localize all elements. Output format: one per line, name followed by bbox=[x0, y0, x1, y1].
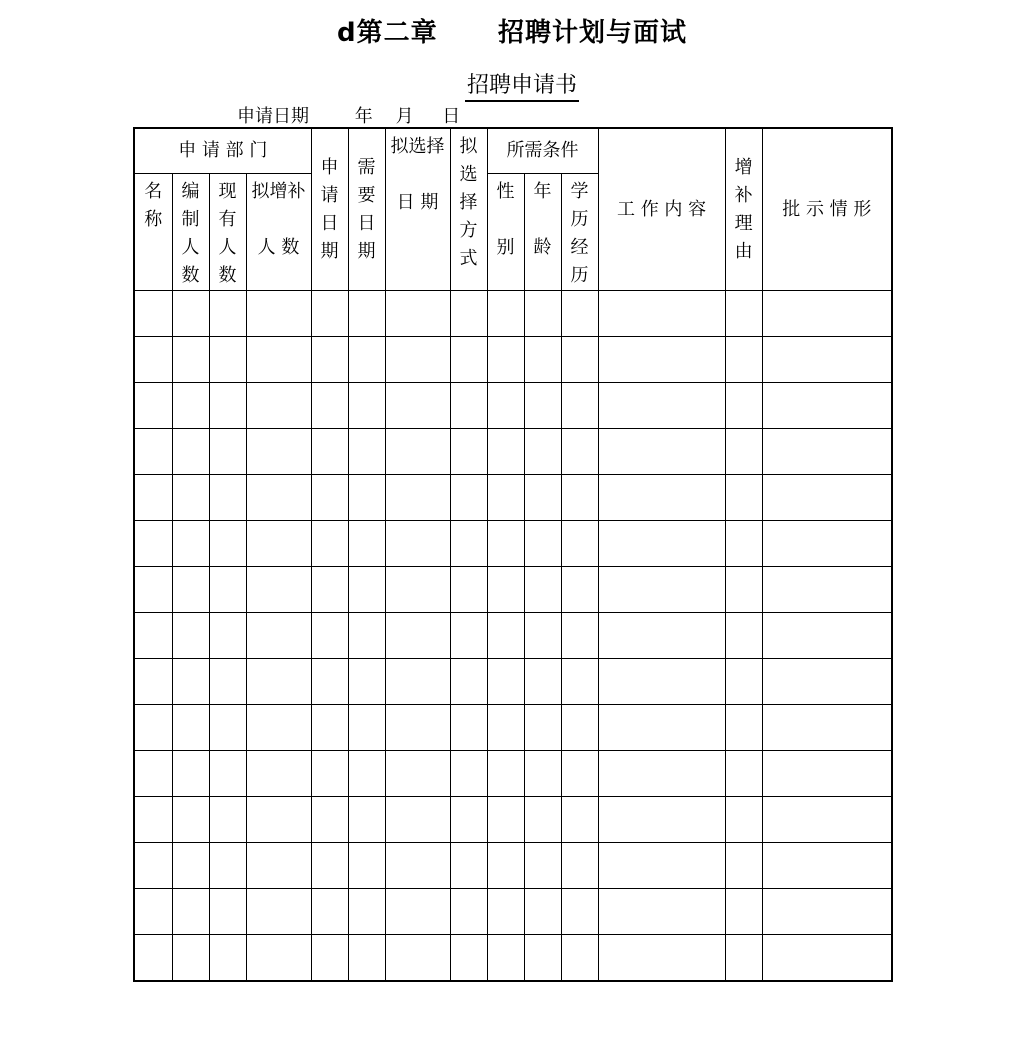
form-cell[interactable] bbox=[348, 935, 385, 982]
table-row bbox=[134, 291, 892, 337]
form-cell[interactable] bbox=[450, 475, 487, 521]
select-method-header: 拟选择方式 bbox=[450, 128, 487, 291]
form-cell[interactable] bbox=[311, 935, 348, 982]
form-cell[interactable] bbox=[762, 383, 892, 429]
name-header: 名称 bbox=[134, 174, 172, 291]
table-row bbox=[134, 429, 892, 475]
table-row bbox=[134, 337, 892, 383]
table-row bbox=[134, 567, 892, 613]
form-cell[interactable] bbox=[246, 659, 311, 705]
form-cell[interactable] bbox=[172, 751, 209, 797]
form-cell[interactable] bbox=[561, 567, 598, 613]
form-cell[interactable] bbox=[172, 613, 209, 659]
form-cell[interactable] bbox=[450, 337, 487, 383]
form-cell[interactable] bbox=[598, 659, 725, 705]
form-cell[interactable] bbox=[134, 383, 172, 429]
form-cell[interactable] bbox=[725, 613, 762, 659]
form-cell[interactable] bbox=[450, 889, 487, 935]
form-cell[interactable] bbox=[561, 705, 598, 751]
form-cell[interactable] bbox=[246, 705, 311, 751]
form-cell[interactable] bbox=[385, 383, 450, 429]
form-cell[interactable] bbox=[172, 935, 209, 982]
date-month-label: 月 bbox=[395, 106, 414, 127]
form-cell[interactable] bbox=[385, 521, 450, 567]
chapter-title: d第二章 招聘计划与面试 bbox=[337, 18, 687, 48]
form-cell[interactable] bbox=[385, 475, 450, 521]
form-cell[interactable] bbox=[725, 751, 762, 797]
form-cell[interactable] bbox=[487, 337, 524, 383]
select-date-header: 拟选择 日 期 bbox=[385, 128, 450, 291]
form-cell[interactable] bbox=[450, 843, 487, 889]
header-row-1 bbox=[134, 128, 892, 174]
form-cell[interactable] bbox=[487, 429, 524, 475]
form-cell[interactable] bbox=[246, 337, 311, 383]
form-cell[interactable] bbox=[561, 659, 598, 705]
form-cell[interactable] bbox=[762, 337, 892, 383]
approval-header: 批 示 情 形 bbox=[762, 128, 892, 291]
apply-date-header: 申请日期 bbox=[311, 128, 348, 291]
form-cell[interactable] bbox=[134, 659, 172, 705]
form-cell[interactable] bbox=[246, 935, 311, 982]
form-cell[interactable] bbox=[246, 291, 311, 337]
form-cell[interactable] bbox=[209, 429, 246, 475]
form-cell[interactable] bbox=[487, 659, 524, 705]
form-cell[interactable] bbox=[246, 613, 311, 659]
form-cell[interactable] bbox=[385, 797, 450, 843]
form-cell[interactable] bbox=[209, 889, 246, 935]
form-cell[interactable] bbox=[311, 659, 348, 705]
form-cell[interactable] bbox=[348, 429, 385, 475]
form-cell[interactable] bbox=[450, 659, 487, 705]
form-cell[interactable] bbox=[172, 337, 209, 383]
form-cell[interactable] bbox=[762, 751, 892, 797]
form-cell[interactable] bbox=[311, 383, 348, 429]
form-cell[interactable] bbox=[487, 889, 524, 935]
form-cell[interactable] bbox=[598, 935, 725, 982]
form-cell[interactable] bbox=[487, 521, 524, 567]
form-cell[interactable] bbox=[134, 843, 172, 889]
form-cell[interactable] bbox=[385, 889, 450, 935]
form-title-wrap bbox=[0, 68, 1024, 102]
form-cell[interactable] bbox=[311, 567, 348, 613]
form-cell[interactable] bbox=[172, 475, 209, 521]
form-cell[interactable] bbox=[134, 567, 172, 613]
form-cell[interactable] bbox=[725, 475, 762, 521]
form-cell[interactable] bbox=[209, 797, 246, 843]
current-header: 现有人数 bbox=[209, 174, 246, 291]
form-cell[interactable] bbox=[311, 613, 348, 659]
form-cell[interactable] bbox=[725, 291, 762, 337]
form-cell[interactable] bbox=[450, 705, 487, 751]
table-row bbox=[134, 705, 892, 751]
form-cell[interactable] bbox=[172, 383, 209, 429]
form-title: 招聘申请书 bbox=[465, 68, 579, 102]
application-date-label: 申请日期 bbox=[237, 106, 309, 127]
form-cell[interactable] bbox=[487, 705, 524, 751]
form-cell[interactable] bbox=[209, 935, 246, 982]
form-cell[interactable] bbox=[561, 889, 598, 935]
education-header: 学历经历 bbox=[561, 174, 598, 291]
form-cell[interactable] bbox=[348, 659, 385, 705]
form-cell[interactable] bbox=[762, 659, 892, 705]
table-row bbox=[134, 475, 892, 521]
form-cell[interactable] bbox=[385, 429, 450, 475]
form-cell[interactable] bbox=[561, 429, 598, 475]
form-cell[interactable] bbox=[209, 705, 246, 751]
form-cell[interactable] bbox=[348, 843, 385, 889]
form-cell[interactable] bbox=[524, 797, 561, 843]
form-cell[interactable] bbox=[172, 705, 209, 751]
form-cell[interactable] bbox=[561, 797, 598, 843]
form-cell[interactable] bbox=[598, 429, 725, 475]
form-cell[interactable] bbox=[762, 705, 892, 751]
form-cell[interactable] bbox=[561, 521, 598, 567]
form-cell[interactable] bbox=[209, 521, 246, 567]
form-cell[interactable] bbox=[450, 751, 487, 797]
form-cell[interactable] bbox=[209, 751, 246, 797]
form-cell[interactable] bbox=[385, 291, 450, 337]
form-cell[interactable] bbox=[487, 291, 524, 337]
recruitment-application-table bbox=[133, 127, 893, 982]
form-cell[interactable] bbox=[209, 383, 246, 429]
table-row bbox=[134, 613, 892, 659]
form-cell[interactable] bbox=[311, 521, 348, 567]
date-year-label: 年 bbox=[354, 106, 373, 127]
form-cell[interactable] bbox=[348, 797, 385, 843]
form-cell[interactable] bbox=[348, 475, 385, 521]
form-cell[interactable] bbox=[524, 659, 561, 705]
form-cell[interactable] bbox=[524, 843, 561, 889]
form-cell[interactable] bbox=[172, 291, 209, 337]
table-row bbox=[134, 889, 892, 935]
form-cell[interactable] bbox=[134, 337, 172, 383]
form-cell[interactable] bbox=[348, 889, 385, 935]
form-cell[interactable] bbox=[348, 751, 385, 797]
form-cell[interactable] bbox=[487, 935, 524, 982]
dept-group-header: 申 请 部 门 bbox=[134, 128, 311, 174]
form-cell[interactable] bbox=[598, 751, 725, 797]
form-cell[interactable] bbox=[762, 567, 892, 613]
table-row bbox=[134, 751, 892, 797]
form-cell[interactable] bbox=[725, 429, 762, 475]
form-cell[interactable] bbox=[209, 475, 246, 521]
form-cell[interactable] bbox=[311, 705, 348, 751]
form-cell[interactable] bbox=[134, 521, 172, 567]
form-cell[interactable] bbox=[487, 751, 524, 797]
form-cell[interactable] bbox=[487, 797, 524, 843]
form-cell[interactable] bbox=[450, 521, 487, 567]
table-row bbox=[134, 383, 892, 429]
form-cell[interactable] bbox=[209, 567, 246, 613]
form-cell[interactable] bbox=[598, 843, 725, 889]
form-cell[interactable] bbox=[311, 889, 348, 935]
form-cell[interactable] bbox=[134, 291, 172, 337]
form-cell[interactable] bbox=[762, 797, 892, 843]
form-cell[interactable] bbox=[561, 291, 598, 337]
form-cell[interactable] bbox=[524, 613, 561, 659]
form-cell[interactable] bbox=[598, 797, 725, 843]
form-cell[interactable] bbox=[134, 475, 172, 521]
table-row bbox=[134, 843, 892, 889]
form-cell[interactable] bbox=[524, 935, 561, 982]
form-cell[interactable] bbox=[487, 613, 524, 659]
form-cell[interactable] bbox=[762, 935, 892, 982]
form-cell[interactable] bbox=[246, 797, 311, 843]
form-cell[interactable] bbox=[725, 383, 762, 429]
form-cell[interactable] bbox=[524, 429, 561, 475]
form-cell[interactable] bbox=[209, 291, 246, 337]
form-cell[interactable] bbox=[134, 613, 172, 659]
form-cell[interactable] bbox=[450, 797, 487, 843]
form-cell[interactable] bbox=[246, 567, 311, 613]
form-cell[interactable] bbox=[348, 383, 385, 429]
form-cell[interactable] bbox=[246, 843, 311, 889]
form-cell[interactable] bbox=[385, 751, 450, 797]
form-cell[interactable] bbox=[561, 613, 598, 659]
form-cell[interactable] bbox=[725, 705, 762, 751]
form-cell[interactable] bbox=[598, 889, 725, 935]
form-cell[interactable] bbox=[385, 843, 450, 889]
form-cell[interactable] bbox=[561, 935, 598, 982]
form-cell[interactable] bbox=[246, 521, 311, 567]
form-cell[interactable] bbox=[385, 613, 450, 659]
form-cell[interactable] bbox=[246, 889, 311, 935]
form-cell[interactable] bbox=[561, 843, 598, 889]
form-cell[interactable] bbox=[209, 613, 246, 659]
form-cell[interactable] bbox=[172, 843, 209, 889]
form-cell[interactable] bbox=[311, 751, 348, 797]
form-cell[interactable] bbox=[524, 383, 561, 429]
form-cell[interactable] bbox=[762, 889, 892, 935]
form-cell[interactable] bbox=[598, 383, 725, 429]
form-cell[interactable] bbox=[762, 521, 892, 567]
form-cell[interactable] bbox=[524, 291, 561, 337]
form-cell[interactable] bbox=[311, 429, 348, 475]
form-cell[interactable] bbox=[134, 429, 172, 475]
form-cell[interactable] bbox=[209, 337, 246, 383]
form-cell[interactable] bbox=[762, 843, 892, 889]
plan-add-header: 拟增补 人 数 bbox=[246, 174, 311, 291]
form-cell[interactable] bbox=[348, 521, 385, 567]
form-cell[interactable] bbox=[134, 935, 172, 982]
application-date-line bbox=[237, 102, 460, 128]
form-cell[interactable] bbox=[311, 475, 348, 521]
form-cell[interactable] bbox=[450, 291, 487, 337]
form-cell[interactable] bbox=[385, 567, 450, 613]
form-cell[interactable] bbox=[725, 935, 762, 982]
table-row bbox=[134, 659, 892, 705]
job-content-header: 工 作 内 容 bbox=[598, 128, 725, 291]
form-cell[interactable] bbox=[246, 751, 311, 797]
form-cell[interactable] bbox=[311, 291, 348, 337]
form-cell[interactable] bbox=[598, 705, 725, 751]
form-cell[interactable] bbox=[348, 337, 385, 383]
form-cell[interactable] bbox=[311, 797, 348, 843]
form-cell[interactable] bbox=[524, 705, 561, 751]
form-cell[interactable] bbox=[598, 475, 725, 521]
form-cell[interactable] bbox=[561, 337, 598, 383]
form-cell[interactable] bbox=[134, 889, 172, 935]
form-cell[interactable] bbox=[134, 705, 172, 751]
form-cell[interactable] bbox=[725, 659, 762, 705]
form-cell[interactable] bbox=[246, 475, 311, 521]
form-cell[interactable] bbox=[172, 567, 209, 613]
form-cell[interactable] bbox=[561, 751, 598, 797]
form-cell[interactable] bbox=[598, 613, 725, 659]
form-cell[interactable] bbox=[762, 475, 892, 521]
form-cell[interactable] bbox=[450, 613, 487, 659]
form-cell[interactable] bbox=[598, 567, 725, 613]
form-cell[interactable] bbox=[450, 567, 487, 613]
form-cell[interactable] bbox=[487, 475, 524, 521]
form-cell[interactable] bbox=[762, 613, 892, 659]
form-cell[interactable] bbox=[524, 567, 561, 613]
form-cell[interactable] bbox=[172, 659, 209, 705]
reason-header: 增补理由 bbox=[725, 128, 762, 291]
form-cell[interactable] bbox=[524, 337, 561, 383]
form-cell[interactable] bbox=[725, 567, 762, 613]
form-cell[interactable] bbox=[450, 429, 487, 475]
form-cell[interactable] bbox=[725, 521, 762, 567]
form-cell[interactable] bbox=[598, 337, 725, 383]
form-cell[interactable] bbox=[348, 567, 385, 613]
form-cell[interactable] bbox=[487, 843, 524, 889]
table-row bbox=[134, 797, 892, 843]
form-cell[interactable] bbox=[725, 337, 762, 383]
form-cell[interactable] bbox=[487, 567, 524, 613]
form-cell[interactable] bbox=[209, 659, 246, 705]
form-cell[interactable] bbox=[311, 843, 348, 889]
form-cell[interactable] bbox=[561, 383, 598, 429]
form-cell[interactable] bbox=[385, 935, 450, 982]
form-cell[interactable] bbox=[598, 291, 725, 337]
date-day-label: 日 bbox=[442, 106, 461, 127]
form-cell[interactable] bbox=[348, 705, 385, 751]
form-cell[interactable] bbox=[385, 705, 450, 751]
form-cell[interactable] bbox=[172, 797, 209, 843]
form-cell[interactable] bbox=[246, 383, 311, 429]
form-cell[interactable] bbox=[134, 797, 172, 843]
form-cell[interactable] bbox=[209, 843, 246, 889]
form-cell[interactable] bbox=[246, 429, 311, 475]
form-cell[interactable] bbox=[598, 521, 725, 567]
gender-header: 性 别 bbox=[487, 174, 524, 291]
need-date-header: 需要日期 bbox=[348, 128, 385, 291]
form-cell[interactable] bbox=[172, 429, 209, 475]
form-cell[interactable] bbox=[725, 843, 762, 889]
table-row bbox=[134, 521, 892, 567]
form-cell[interactable] bbox=[561, 475, 598, 521]
form-cell[interactable] bbox=[348, 291, 385, 337]
age-header: 年 龄 bbox=[524, 174, 561, 291]
form-cell[interactable] bbox=[450, 935, 487, 982]
form-cell[interactable] bbox=[524, 751, 561, 797]
form-cell[interactable] bbox=[385, 337, 450, 383]
form-cell[interactable] bbox=[348, 613, 385, 659]
form-cell[interactable] bbox=[524, 889, 561, 935]
form-cell[interactable] bbox=[385, 659, 450, 705]
table-row bbox=[134, 935, 892, 982]
form-cell[interactable] bbox=[311, 337, 348, 383]
form-cell[interactable] bbox=[524, 475, 561, 521]
form-cell[interactable] bbox=[487, 383, 524, 429]
form-cell[interactable] bbox=[725, 889, 762, 935]
form-cell[interactable] bbox=[172, 521, 209, 567]
form-cell[interactable] bbox=[134, 751, 172, 797]
quota-header: 编制人数 bbox=[172, 174, 209, 291]
form-cell[interactable] bbox=[762, 429, 892, 475]
form-cell[interactable] bbox=[450, 383, 487, 429]
form-cell[interactable] bbox=[762, 291, 892, 337]
form-cell[interactable] bbox=[725, 797, 762, 843]
form-cell[interactable] bbox=[524, 521, 561, 567]
form-cell[interactable] bbox=[172, 889, 209, 935]
requirements-group-header: 所需条件 bbox=[487, 128, 598, 174]
